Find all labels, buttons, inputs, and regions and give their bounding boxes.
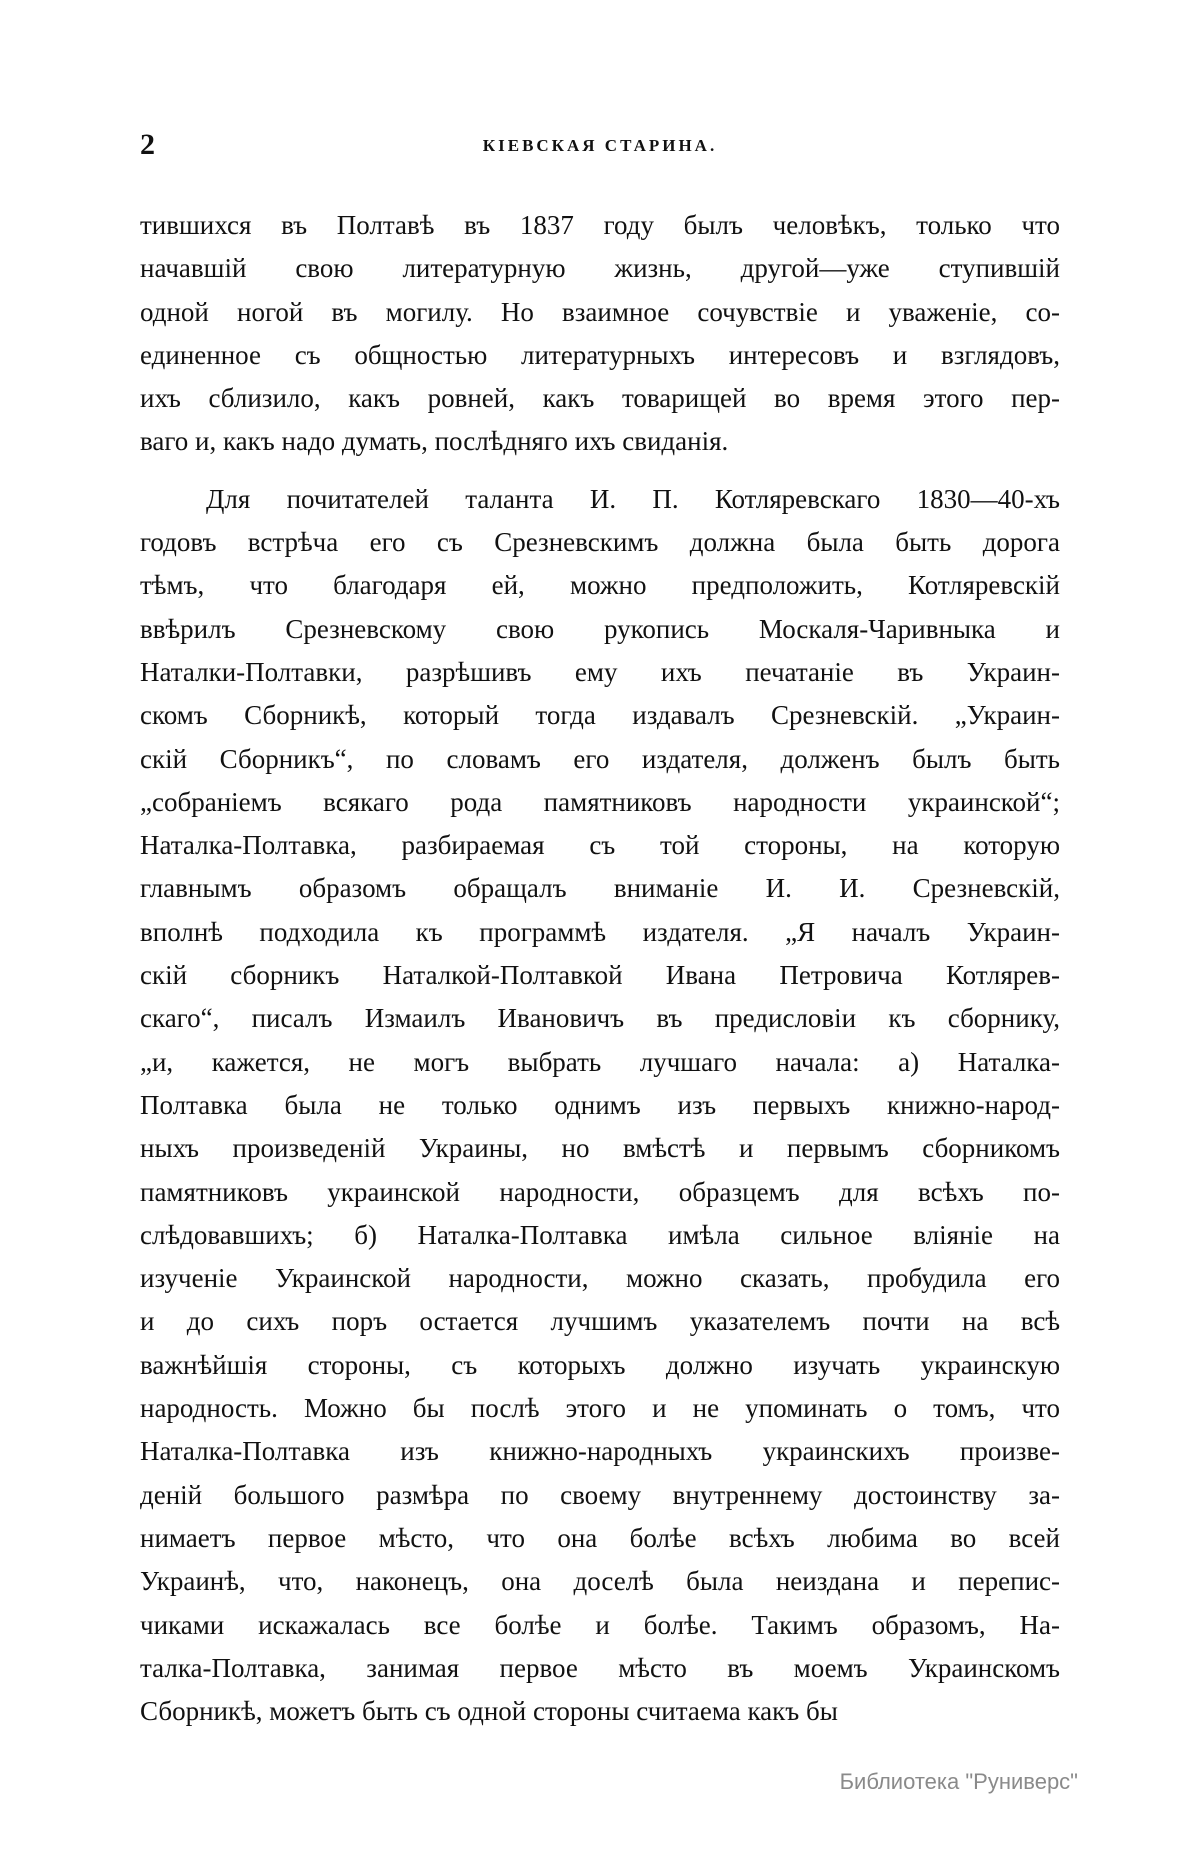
text-line: чиками искажалась все болѣе и болѣе. Такимъ образомъ, На- [140, 1609, 1060, 1640]
text-line: ваго и, какъ надо думать, послѣдняго ихъ свиданія. [140, 426, 729, 457]
text-line: ихъ сблизило, какъ ровней, какъ товарищей во время этого пер- [140, 383, 1060, 414]
text-line: Наталка-Полтавка изъ книжно-народныхъ украинскихъ произве- [140, 1436, 1060, 1467]
text-line: талка-Полтавка, занимая первое мѣсто въ моемъ Украинскомъ [140, 1652, 1060, 1683]
library-watermark: Библиотека "Руниверс" [839, 1769, 1078, 1794]
text-line: деній большого размѣра по своему внутреннему достоинству за- [140, 1479, 1060, 1510]
text-line: народность. Можно бы послѣ этого и не упоминать о томъ, что [140, 1393, 1060, 1424]
text-line: вполнѣ подходила къ программѣ издателя. „Я началъ Украин- [140, 916, 1060, 947]
text-line: главнымъ образомъ обращалъ вниманіе И. И. Срезневскій, [140, 873, 1060, 904]
text-line: слѣдовавшихъ; б) Наталка-Полтавка имѣла сильное вліяніе на [140, 1219, 1060, 1250]
text-line: одной ногой въ могилу. Но взаимное сочувствіе и уваженіе, со- [140, 296, 1060, 327]
paragraph-gap [140, 464, 1060, 478]
text-line: Украинѣ, что, наконецъ, она доселѣ была неиздана и перепис- [140, 1566, 1060, 1597]
text-line: единенное съ общностью литературныхъ интересовъ и взглядовъ, [140, 339, 1060, 370]
text-line: Наталка-Полтавка, разбираемая съ той стороны, на которую [140, 830, 1060, 861]
text-line: годовъ встрѣча его съ Срезневскимъ должна была быть дорога [140, 527, 1060, 558]
text-line: Для почитателей таланта И. П. Котляревскаго 1830—40-хъ [206, 483, 1060, 514]
text-line: начавшій свою литературную жизнь, другой—уже ступившій [140, 253, 1060, 284]
text-line: скій Сборникъ“, по словамъ его издателя, долженъ былъ быть [140, 743, 1060, 774]
paragraph [140, 204, 1060, 464]
text-line: ввѣрилъ Срезневскому свою рукопись Москаля-Чаривныка и [140, 613, 1060, 644]
text-line: и до сихъ поръ остается лучшимъ указателемъ почти на всѣ [140, 1306, 1060, 1337]
text-line: скомъ Сборникѣ, который тогда издавалъ Срезневскій. „Украин- [140, 700, 1060, 731]
page-header [140, 128, 1060, 168]
text-line: скій сборникъ Наталкой-Полтавкой Ивана Петровича Котлярев- [140, 960, 1060, 991]
text-line: нимаетъ первое мѣсто, что она болѣе всѣхъ любима во всей [140, 1522, 1060, 1553]
text-line: скаго“, писалъ Измаилъ Ивановичъ въ предисловіи къ сборнику, [140, 1003, 1060, 1034]
text-line: тившихся въ Полтавѣ въ 1837 году былъ человѣкъ, только что [140, 210, 1060, 240]
text-line: „собраніемъ всякаго рода памятниковъ народности украинской“; [140, 786, 1060, 817]
text-line: Полтавка была не только однимъ изъ первыхъ книжно-народ- [140, 1089, 1060, 1120]
page-number: 2 [140, 128, 155, 161]
text-line: Сборникѣ, можетъ быть съ одной стороны считаема какъ бы [140, 1696, 838, 1727]
text-line: „и, кажется, не могъ выбрать лучшаго начала: а) Наталка- [140, 1046, 1060, 1077]
text-line: тѣмъ, что благодаря ей, можно предположить, Котляревскій [140, 570, 1060, 601]
text-line: памятниковъ украинской народности, образцемъ для всѣхъ по- [140, 1176, 1060, 1207]
text-line: важнѣйшія стороны, съ которыхъ должно изучать украинскую [140, 1349, 1060, 1380]
body-text [140, 204, 1060, 1733]
text-line: Наталки-Полтавки, разрѣшивъ ему ихъ печатаніе въ Украин- [140, 656, 1060, 687]
text-line: ныхъ произведеній Украины, но вмѣстѣ и первымъ сборникомъ [140, 1133, 1060, 1164]
running-title: КІЕВСКАЯ СТАРИНА. [482, 136, 718, 155]
paragraph [140, 478, 1060, 1734]
text-line: изученіе Украинской народности, можно сказать, пробудила его [140, 1263, 1060, 1294]
